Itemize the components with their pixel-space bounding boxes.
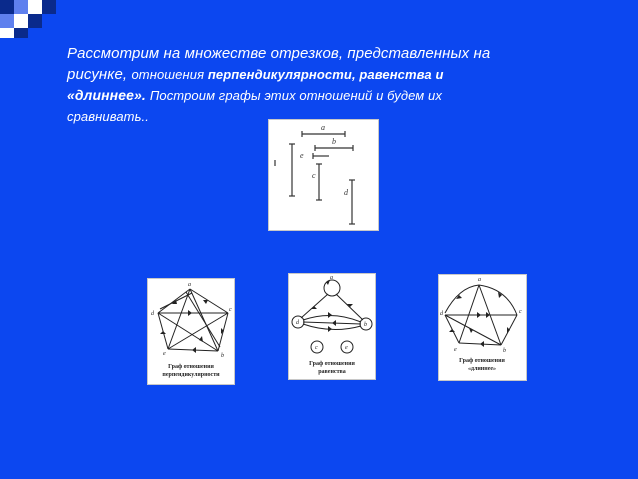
perpendicularity-graph (147, 278, 235, 385)
segments-figure (268, 119, 379, 231)
long-caption-line1: Граф отношения (459, 358, 505, 364)
segment-label-a: a (321, 123, 325, 132)
equality-graph-drawing (289, 274, 375, 379)
long-caption-line2: «длиннее» (467, 366, 497, 372)
text-line-3: «длиннее». Построим графы этих отношений и будем их (67, 87, 442, 103)
longer-graph-drawing (439, 275, 526, 380)
eq-node-c: c (315, 345, 318, 351)
perp-node-b: b (221, 353, 224, 359)
long-node-d: d (440, 311, 443, 317)
segment-label-d: d (344, 188, 348, 197)
text-line-2: рисунке, отношения перпендикулярности, равенства и (67, 65, 444, 83)
perpendicularity-graph-drawing (148, 279, 234, 384)
equality-graph (288, 273, 376, 380)
segment-label-c: c (312, 171, 316, 180)
eq-node-b: b (364, 322, 367, 328)
text-line-4: сравнивать.. (67, 108, 149, 124)
eq-node-d: d (296, 320, 299, 326)
slide-text (67, 44, 587, 127)
corner-decoration (0, 0, 70, 40)
text-line-1: Рассмотрим на множестве отрезков, представленных на (67, 45, 491, 62)
eq-node-a: a (330, 275, 333, 281)
long-node-c: c (519, 309, 522, 315)
longer-graph (438, 274, 527, 381)
perp-caption-line2: перпендикулярности (162, 372, 220, 378)
perp-node-a: a (188, 282, 191, 288)
perp-node-d: d (151, 311, 154, 317)
segment-label-b: b (332, 137, 336, 146)
eq-caption-line1: Граф отношения (309, 361, 355, 367)
segments-drawing (269, 120, 378, 230)
perp-node-c: c (229, 307, 232, 313)
long-node-a: a (478, 277, 481, 283)
segment-label-e: e (300, 151, 304, 160)
eq-node-e: e (345, 345, 348, 351)
eq-caption-line2: равенства (318, 369, 346, 375)
long-node-e: e (454, 347, 457, 353)
perp-node-e: e (163, 351, 166, 357)
long-node-b: b (503, 348, 506, 354)
perp-caption-line1: Граф отношения (168, 364, 214, 370)
